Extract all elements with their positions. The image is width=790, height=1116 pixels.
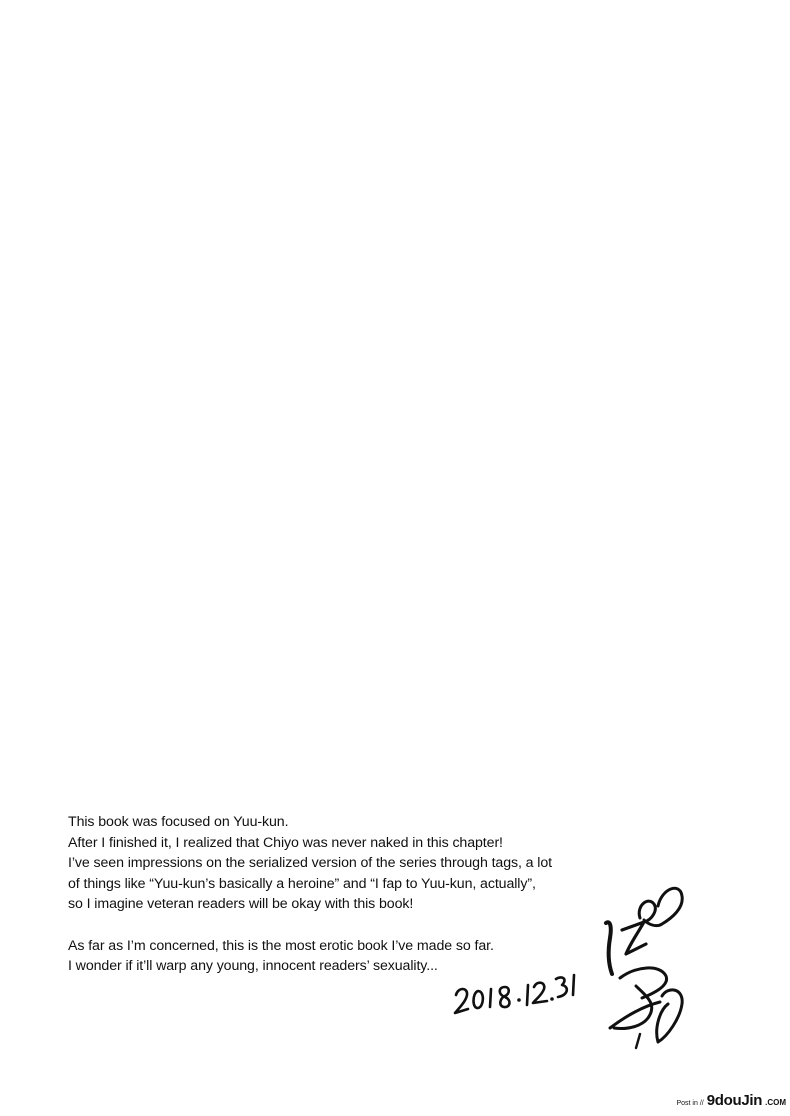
afterword-line: I’ve seen impressions on the serialized version of the series through tags, a lot	[68, 855, 552, 872]
watermark-prefix: Post in //	[676, 1100, 704, 1107]
afterword-line: After I finished it, I realized that Chiyo was never naked in this chapter!	[68, 834, 503, 851]
afterword-line: This book was focused on Yuu-kun.	[68, 814, 289, 830]
handwritten-date	[450, 945, 580, 1020]
paragraph-gap	[68, 915, 628, 936]
afterword-line: of things like “Yuu-kun’s basically a heroine” and “I fap to Yuu-kun, actually”,	[68, 875, 536, 892]
author-signature	[596, 878, 696, 1053]
watermark-tld: .COM	[765, 1098, 786, 1107]
watermark-brand: 9douJin	[706, 1092, 763, 1109]
afterword-line: I wonder if it’ll warp any young, innocent readers’ sexuality...	[68, 958, 438, 975]
site-watermark	[676, 1092, 786, 1112]
afterword-line: so I imagine veteran readers will be okay with this book!	[68, 896, 414, 913]
afterword-line: As far as I’m concerned, this is the most erotic book I’ve made so far.	[68, 937, 494, 954]
